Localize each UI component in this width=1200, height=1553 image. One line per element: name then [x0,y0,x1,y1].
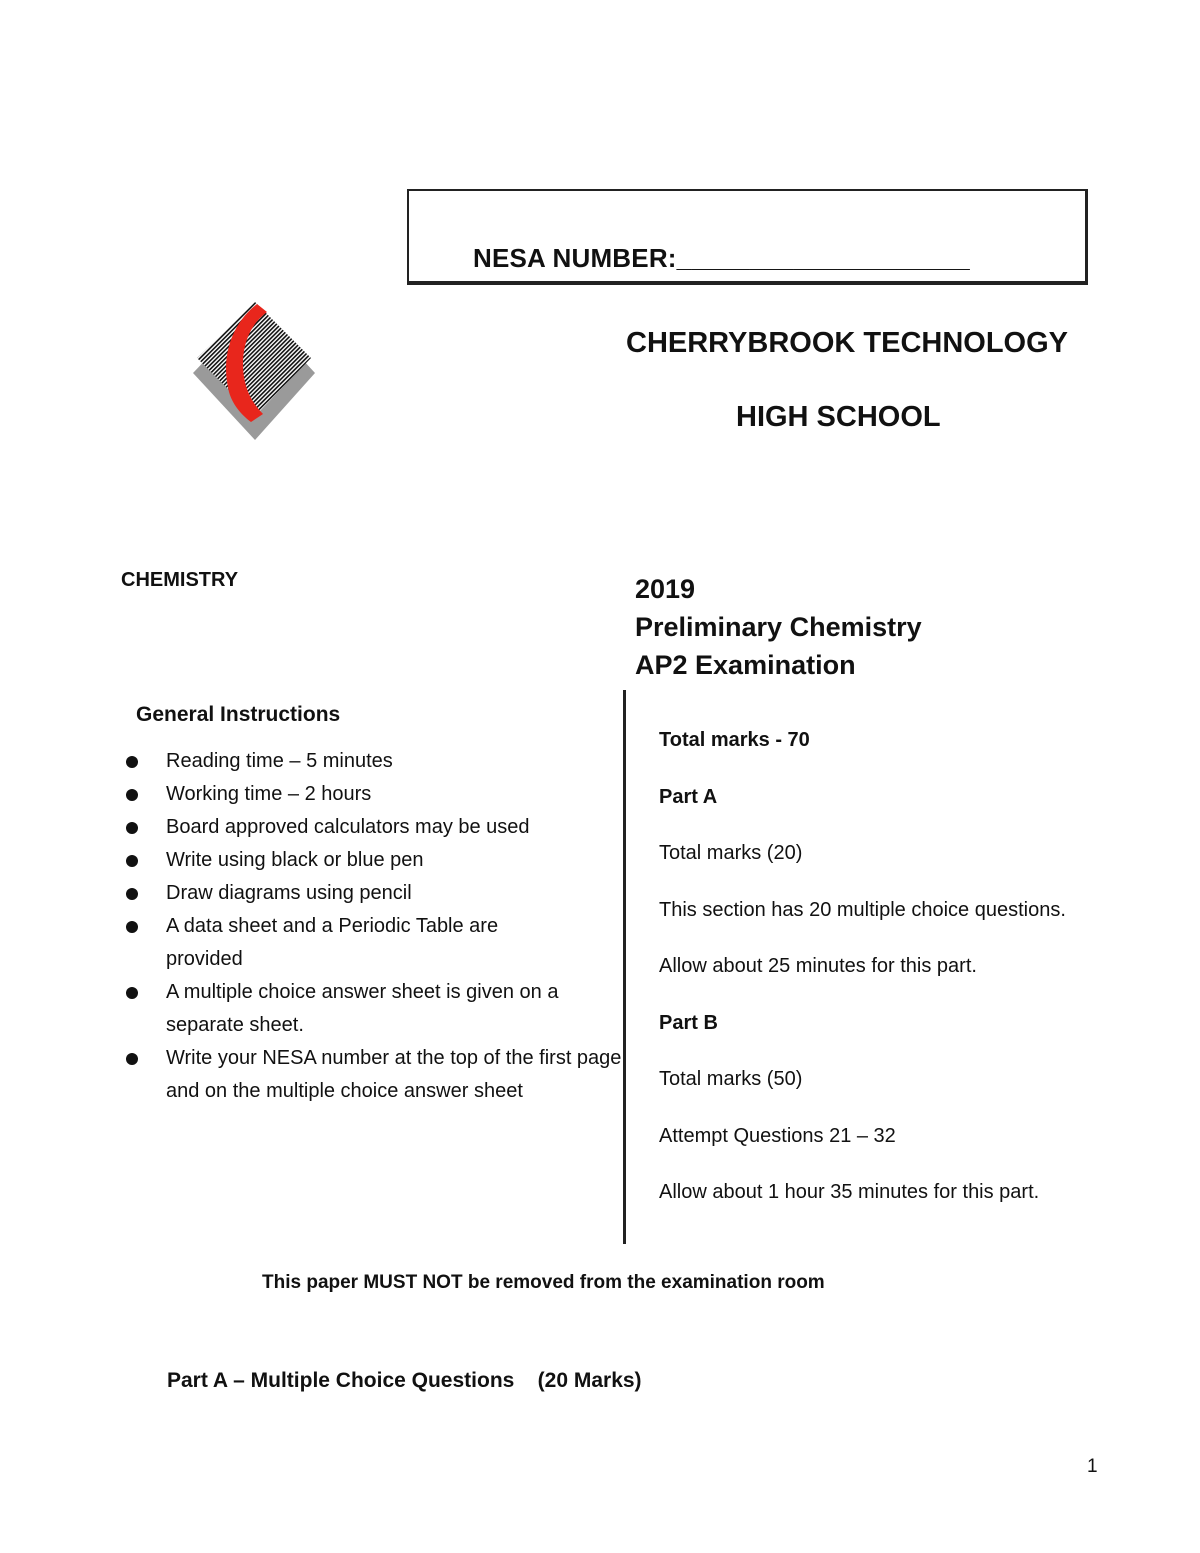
part-a-total: Total marks (20) [659,842,803,864]
part-a-description: This section has 20 multiple choice questions. [659,898,1066,921]
part-a-heading: Part A – Multiple Choice Questions (20 Marks) [167,1369,642,1392]
list-item: Draw diagrams using pencil [123,877,603,910]
school-name-line1: CHERRYBROOK TECHNOLOGY [626,327,1068,359]
bullet-icon [126,789,138,801]
nesa-number-label: NESA NUMBER:____________________ [473,243,970,273]
list-item: Write your NESA number at the top of the first page and on the multiple choice answer sheet [123,1042,636,1108]
bullet-icon [126,888,138,900]
page-number: 1 [1087,1456,1098,1477]
nesa-number-box [407,189,1088,285]
bullet-icon [126,756,138,768]
bullet-icon [126,1053,138,1065]
school-logo-icon [187,298,322,446]
subject-title: CHEMISTRY [121,569,239,591]
total-marks: Total marks - 70 [659,729,810,751]
list-item: A data sheet and a Periodic Table are provided [123,910,566,976]
part-b-title: Part B [659,1011,718,1034]
bullet-icon [126,855,138,867]
bullet-icon [126,987,138,999]
list-item: Board approved calculators may be used [123,811,603,844]
marks-summary [659,725,1179,1234]
list-item: Reading time – 5 minutes [123,745,603,778]
part-a-title: Part A [659,785,718,808]
general-instructions-list [123,745,622,1108]
part-b-time: Allow about 1 hour 35 minutes for this part. [659,1181,1040,1203]
exam-name: AP2 Examination [635,650,856,680]
exam-room-notice: This paper MUST NOT be removed from the examination room [262,1272,825,1293]
list-item: Write using black or blue pen [123,844,603,877]
bullet-icon [126,822,138,834]
list-item: Working time – 2 hours [123,778,603,811]
part-a-time: Allow about 25 minutes for this part. [659,955,977,977]
general-instructions-title: General Instructions [136,703,341,726]
list-item: A multiple choice answer sheet is given on a separate sheet. [123,976,606,1042]
part-b-total: Total marks (50) [659,1068,803,1090]
exam-title: Preliminary Chemistry [635,612,922,642]
exam-title-block [635,570,922,684]
bullet-icon [126,921,138,933]
exam-year: 2019 [635,574,696,604]
part-b-description: Attempt Questions 21 – 32 [659,1124,896,1147]
school-name-line2: HIGH SCHOOL [736,401,941,433]
column-divider [623,690,626,1244]
